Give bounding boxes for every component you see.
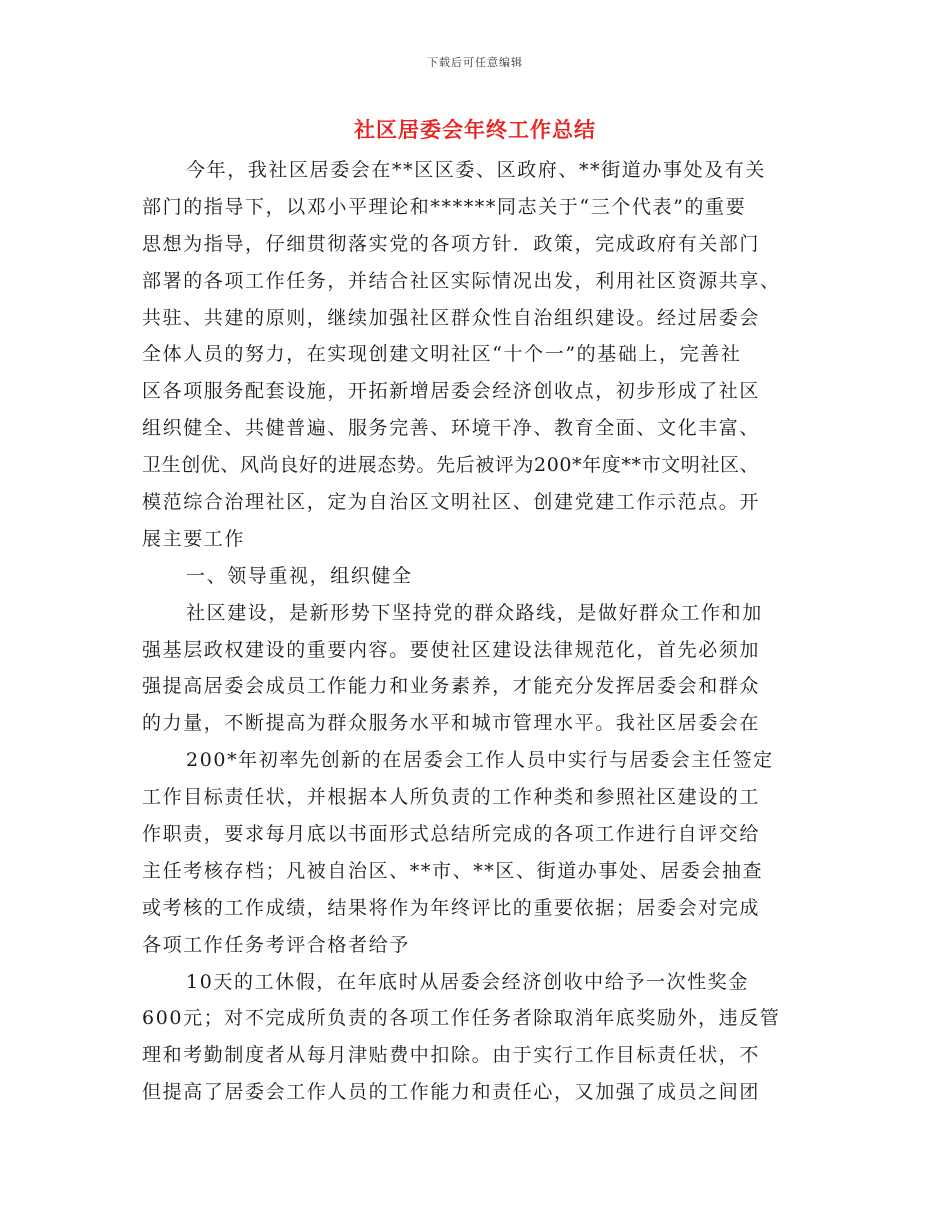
body-line: 200*年初率先创新的在居委会工作人员中实行与居委会主任签定 — [186, 749, 774, 772]
body-line: 社区建设，是新形势下坚持党的群众路线，是做好群众工作和加 — [186, 601, 763, 624]
body-line: 思想为指导，仔细贯彻落实党的各项方针．政策，完成政府有关部门 — [142, 232, 761, 255]
body-line: 部署的各项工作任务，并结合社区实际情况出发，利用社区资源共享、 — [142, 269, 781, 292]
body-line: 卫生创优、风尚良好的进展态势。先后被评为200*年度**市文明社区、 — [142, 454, 760, 477]
body-line: 展主要工作 — [142, 527, 246, 550]
body-line: 部门的指导下，以邓小平理论和******同志关于“三个代表”的重要 — [142, 195, 747, 218]
body-line: 共驻、共建的原则，继续加强社区群众性自治组织建设。经过居委会 — [142, 306, 761, 329]
body-line: 模范综合治理社区，定为自治区文明社区、创建党建工作示范点。开 — [142, 491, 761, 514]
document-body — [142, 152, 822, 1111]
body-line: 600元；对不完成所负责的各项工作任务者除取消年底奖励外，违反管 — [142, 1007, 781, 1030]
body-line: 组织健全、共健普遍、服务完善、环境干净、教育全面、文化丰富、 — [142, 417, 761, 440]
section-heading: 一、领导重视，组织健全 — [186, 564, 413, 587]
body-line: 理和考勤制度者从每月津贴费中扣除。由于实行工作目标责任状，不 — [142, 1044, 761, 1067]
body-line: 作职责，要求每月底以书面形式总结所完成的各项工作进行自评交给 — [142, 823, 761, 846]
body-line: 区各项服务配套设施，开拓新增居委会经济创收点，初步形成了社区 — [142, 380, 761, 403]
body-line: 各项工作任务考评合格者给予 — [142, 933, 410, 956]
body-line: 的力量，不断提高为群众服务水平和城市管理水平。我社区居委会在 — [142, 712, 761, 735]
header-note: 下载后可任意编辑 — [427, 56, 523, 69]
body-line: 10天的工休假，在年底时从居委会经济创收中给予一次性奖金 — [186, 970, 749, 993]
body-line: 强提高居委会成员工作能力和业务素养，才能充分发挥居委会和群众 — [142, 675, 761, 698]
body-line: 或考核的工作成绩，结果将作为年终评比的重要依据；居委会对完成 — [142, 896, 761, 919]
body-line: 强基层政权建设的重要内容。要使社区建设法律规范化，首先必须加 — [142, 638, 761, 661]
body-line: 工作目标责任状，并根据本人所负责的工作种类和参照社区建设的工 — [142, 786, 761, 809]
body-line: 今年，我社区居委会在**区区委、区政府、**街道办事处及有关 — [186, 159, 767, 181]
body-line: 全体人员的努力，在实现创建文明社区“十个一”的基础上，完善社 — [142, 343, 742, 366]
body-line: 主任考核存档；凡被自治区、**市、**区、街道办事处、居委会抽查 — [142, 859, 764, 882]
document-title: 社区居委会年终工作总结 — [354, 118, 596, 142]
body-line: 但提高了居委会工作人员的工作能力和责任心，又加强了成员之间团 — [142, 1081, 761, 1104]
